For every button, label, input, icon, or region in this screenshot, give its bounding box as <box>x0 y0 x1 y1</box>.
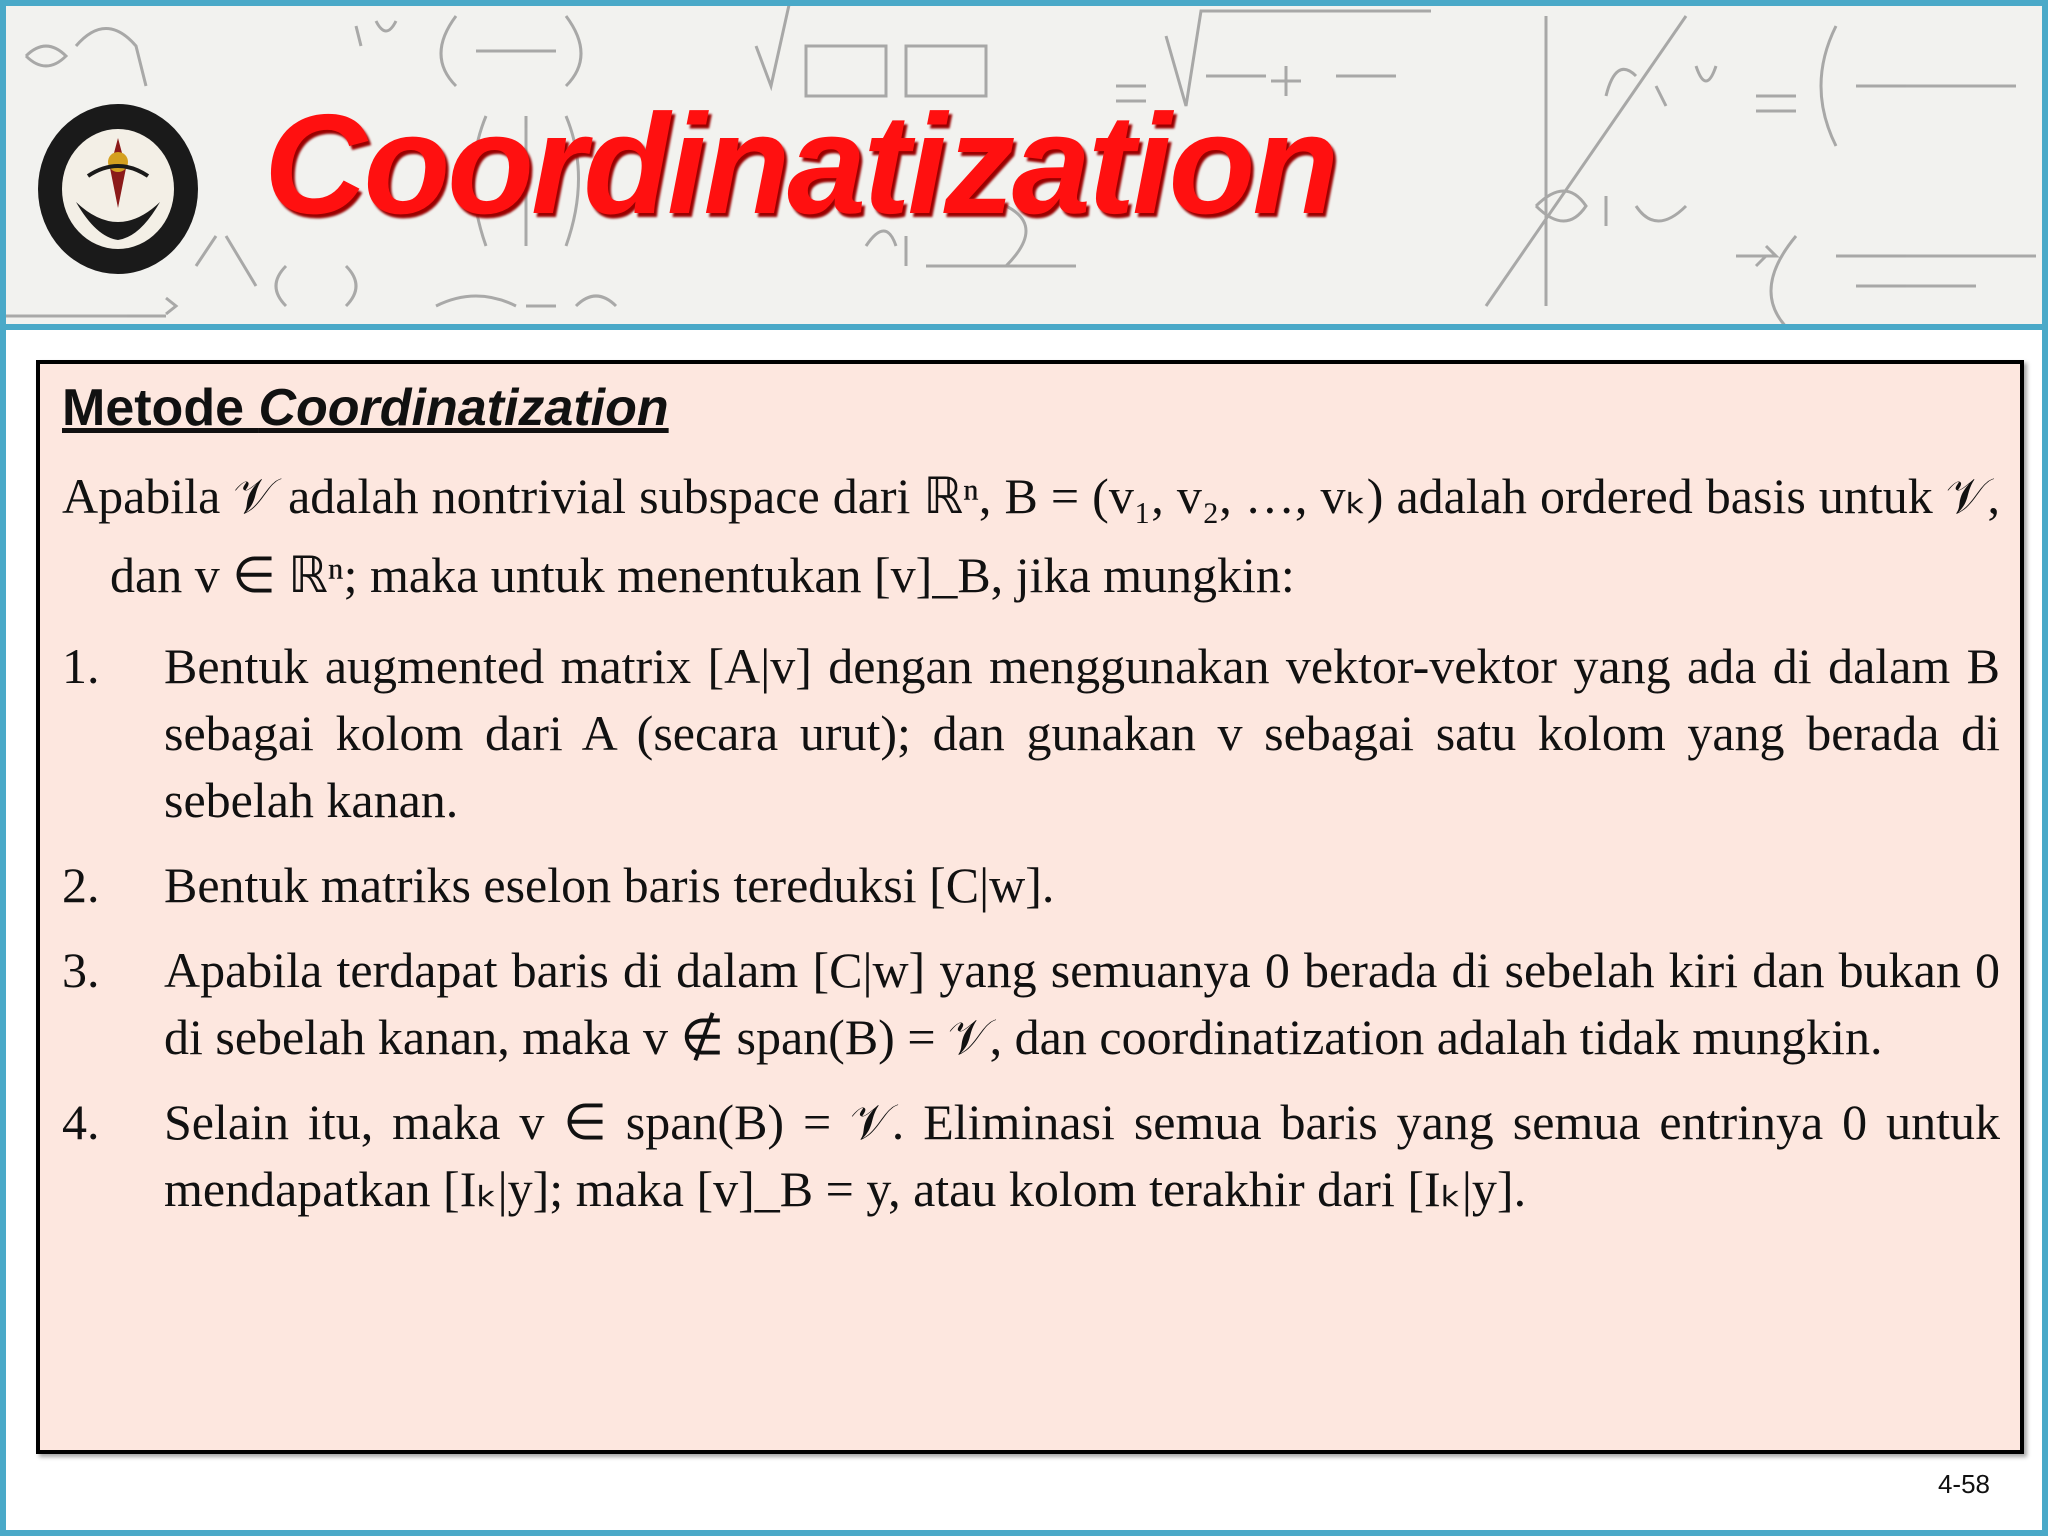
panel-heading <box>62 380 2000 437</box>
heading-italic: Coordinatization <box>258 379 669 437</box>
step-item <box>62 937 2000 1071</box>
step-number: 2. <box>62 857 100 914</box>
content-panel <box>36 360 2024 1454</box>
step-number: 3. <box>62 942 100 999</box>
step-item <box>62 1089 2000 1223</box>
slide-title: Coordinatization <box>264 85 1337 244</box>
step-item <box>62 852 2000 919</box>
step-item <box>62 633 2000 834</box>
step-number: 4. <box>62 1094 100 1151</box>
steps-list <box>62 633 2000 1223</box>
step-number: 1. <box>62 638 100 695</box>
heading-plain: Metode <box>62 379 259 437</box>
page-number: 4-58 <box>1937 1469 1990 1499</box>
step-text: Apabila terdapat baris di dalam [C|w] yang semuanya 0 berada di sebelah kiri dan bukan 0 di sebelah kanan, maka v ∉ span(B) = 𝒱, dan coordinatization adalah tidak mungkin. <box>164 942 2000 1066</box>
intro-paragraph: Apabila 𝒱 adalah nontrivial subspace dari ℝⁿ, B = (v₁, v₂, …, vₖ) adalah ordered basis untuk 𝒱, dan v ∈ ℝⁿ; maka untuk menentukan [v]_B, jika mungkin: <box>62 468 2000 604</box>
content-body <box>62 380 2000 1241</box>
university-logo <box>36 102 200 276</box>
step-text: Bentuk matriks eselon baris tereduksi [C|w]. <box>164 857 1055 914</box>
header-banner <box>6 6 2042 330</box>
step-text: Bentuk augmented matrix [A|v] dengan menggunakan vektor-vektor yang ada di dalam B sebagai kolom dari A (secara urut); dan gunakan v sebagai satu kolom yang berada di sebelah kanan. <box>164 638 2000 829</box>
step-text: Selain itu, maka v ∈ span(B) = 𝒱. Eliminasi semua baris yang semua entrinya 0 untuk mendapatkan [Iₖ|y]; maka [v]_B = y, atau kolom terakhir dari [Iₖ|y]. <box>164 1094 2000 1218</box>
